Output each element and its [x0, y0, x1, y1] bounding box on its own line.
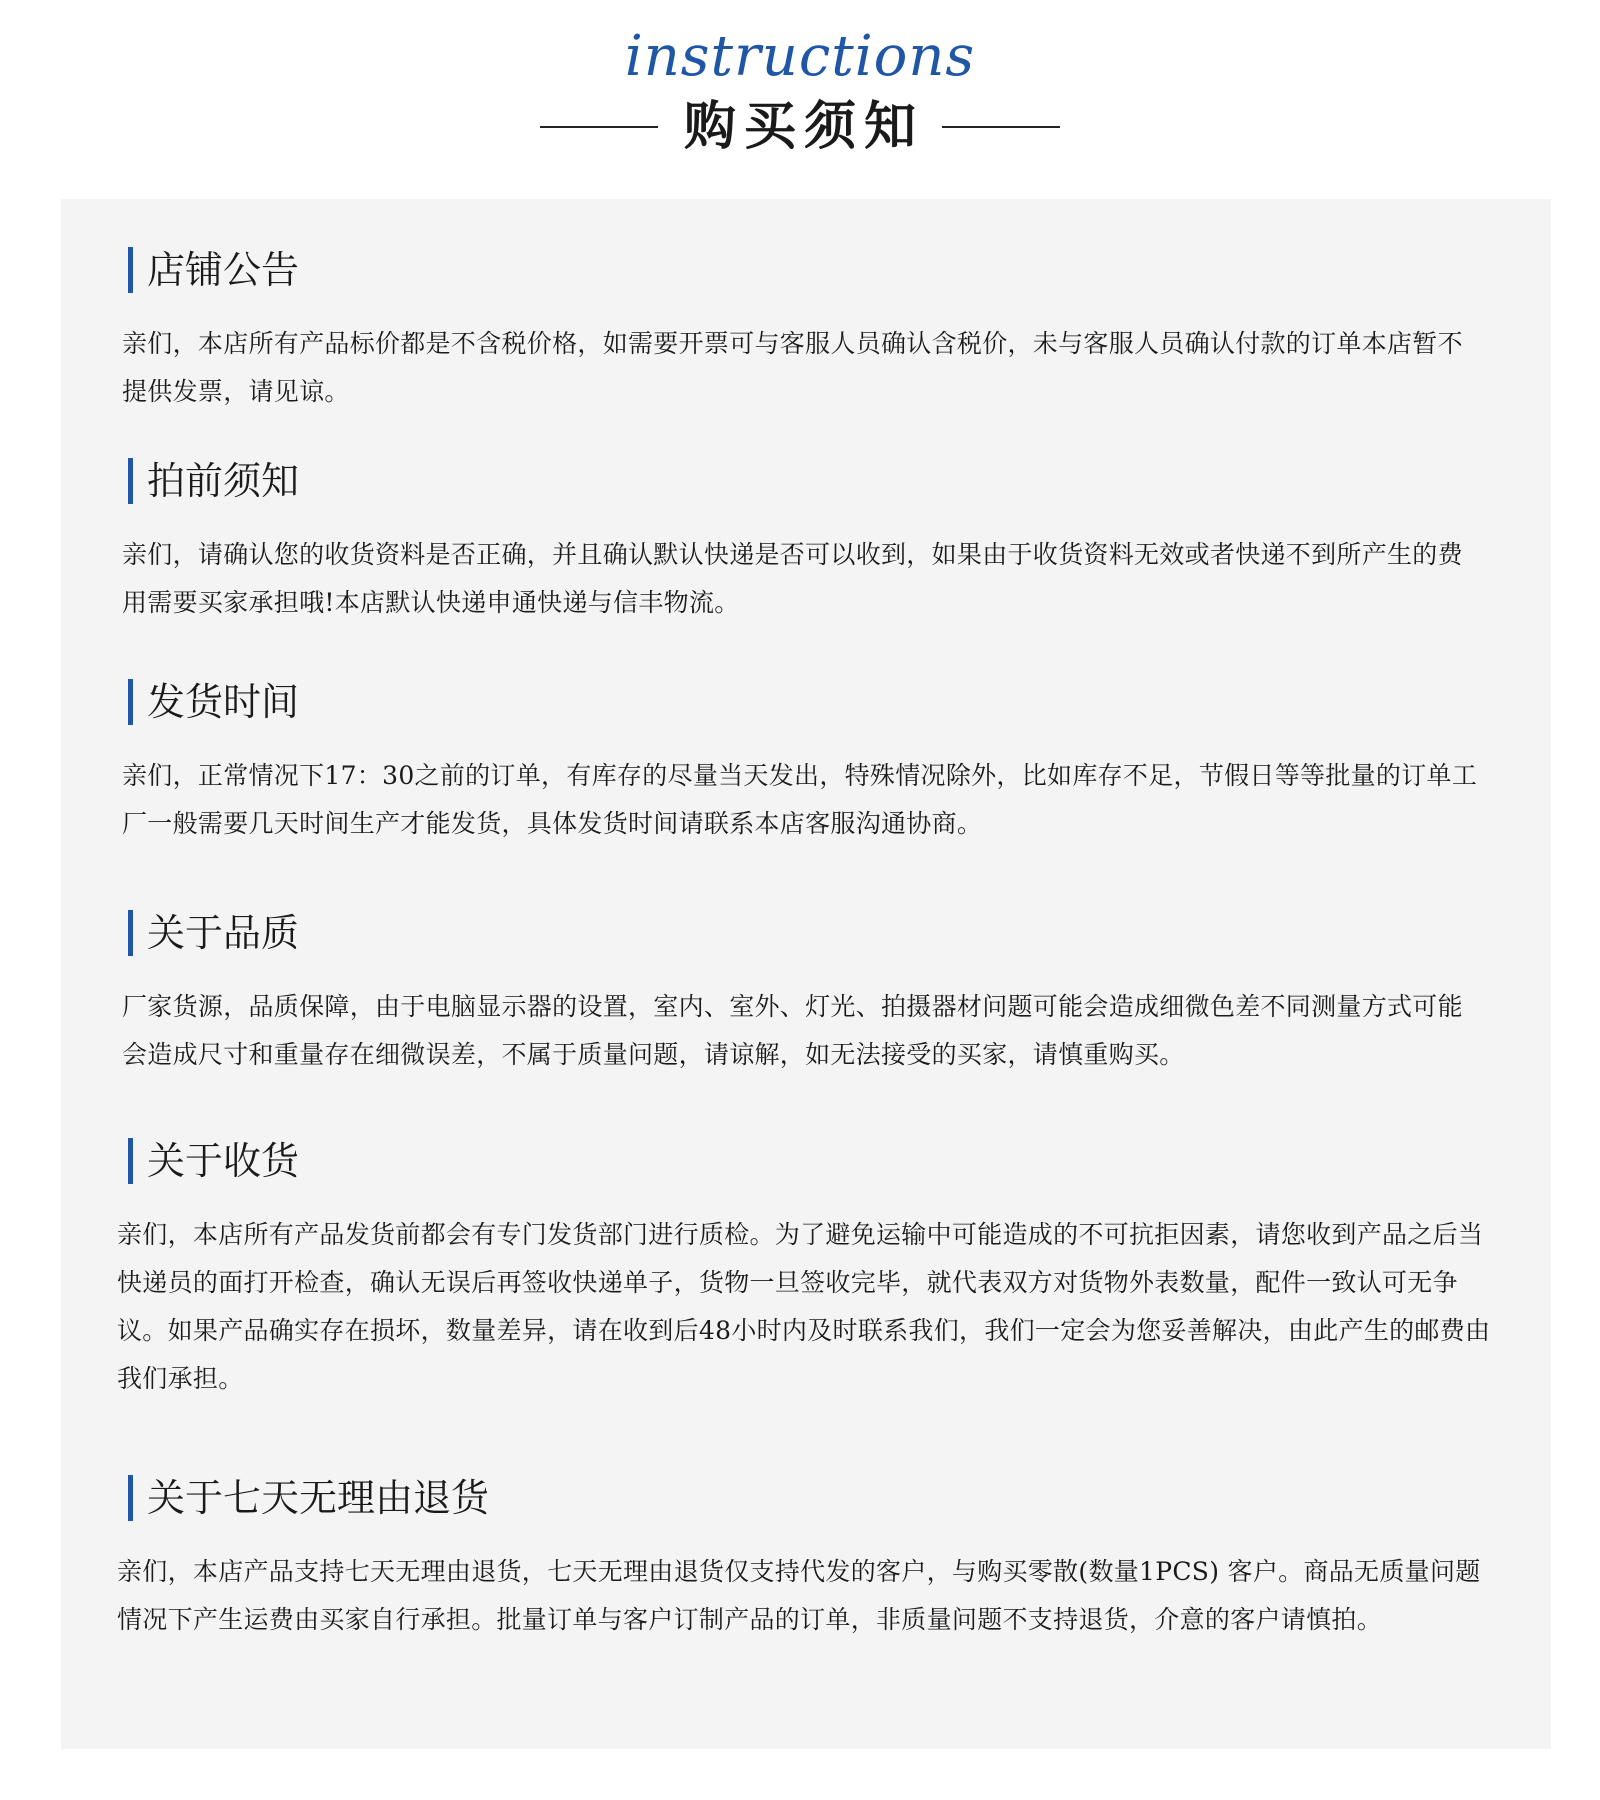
section-accent-bar: [128, 458, 133, 504]
section-title: 关于品质: [147, 911, 300, 955]
section-body: 亲们，正常情况下17：30之前的订单，有库存的尽量当天发出，特殊情况除外，比如库存不足，节假日等等批量的订单工厂一般需要几天时间生产才能发货，具体发货时间请联系本店客服沟通协商。: [122, 761, 1478, 838]
section-accent-bar: [128, 1138, 133, 1184]
section-heading: [128, 678, 299, 726]
section-body: 亲们，本店所有产品发货前都会有专门发货部门进行质检。为了避免运输中可能造成的不可抗拒因素，请您收到产品之后当快递员的面打开检查，确认无误后再签收快递单子，货物一旦签收完毕，就代表双方对货物外表数量，配件一致认可无争议。如果产品确实存在损坏，数量差异，请在收到后48小时内及时联系我们，我们一定会为您妥善解决，由此产生的邮费由我们承担。: [117, 1220, 1491, 1393]
section-accent-bar: [128, 910, 133, 956]
header-divider-right: [942, 126, 1060, 128]
section-body: 厂家货源，品质保障，由于电脑显示器的设置，室内、室外、灯光、拍摄器材问题可能会造成细微色差不同测量方式可能会造成尺寸和重量存在细微误差，不属于质量问题，请谅解，如无法接受的买家，请慎重购买。: [122, 992, 1463, 1069]
section-accent-bar: [128, 679, 133, 725]
section-body: 亲们，本店所有产品标价都是不含税价格，如需要开票可与客服人员确认含税价，未与客服人员确认付款的订单本店暂不提供发票，请见谅。: [122, 329, 1463, 406]
section-title: 关于收货: [147, 1139, 300, 1183]
header-title-row: [0, 92, 1600, 162]
section-body: 亲们，本店产品支持七天无理由退货，七天无理由退货仅支持代发的客户，与购买零散(数量1PCS) 客户。商品无质量问题情况下产生运费由买家自行承担。批量订单与客户订制产品的订单，非质量问题不支持退货，介意的客户请慎拍。: [117, 1557, 1481, 1634]
section-heading: [128, 1474, 489, 1522]
section-heading: [128, 909, 299, 957]
section-accent-bar: [128, 1475, 133, 1521]
header-divider-left: [540, 126, 658, 128]
section-title: 发货时间: [147, 680, 300, 724]
section-title: 店铺公告: [147, 248, 300, 292]
header-title-en: instructions: [624, 24, 976, 89]
section-body: 亲们，请确认您的收货资料是否正确，并且确认默认快递是否可以收到，如果由于收货资料无效或者快递不到所产生的费用需要买家承担哦!本店默认快递申通快递与信丰物流。: [122, 540, 1463, 617]
section-heading: [128, 246, 299, 294]
section-accent-bar: [128, 247, 133, 293]
section-title: 拍前须知: [147, 459, 300, 503]
section-heading: [128, 1137, 299, 1185]
section-heading: [128, 457, 299, 505]
section-title: 关于七天无理由退货: [147, 1476, 490, 1520]
page-header: [0, 0, 1600, 200]
notice-panel: [61, 199, 1551, 1749]
header-title-zh: 购买须知: [683, 96, 924, 157]
